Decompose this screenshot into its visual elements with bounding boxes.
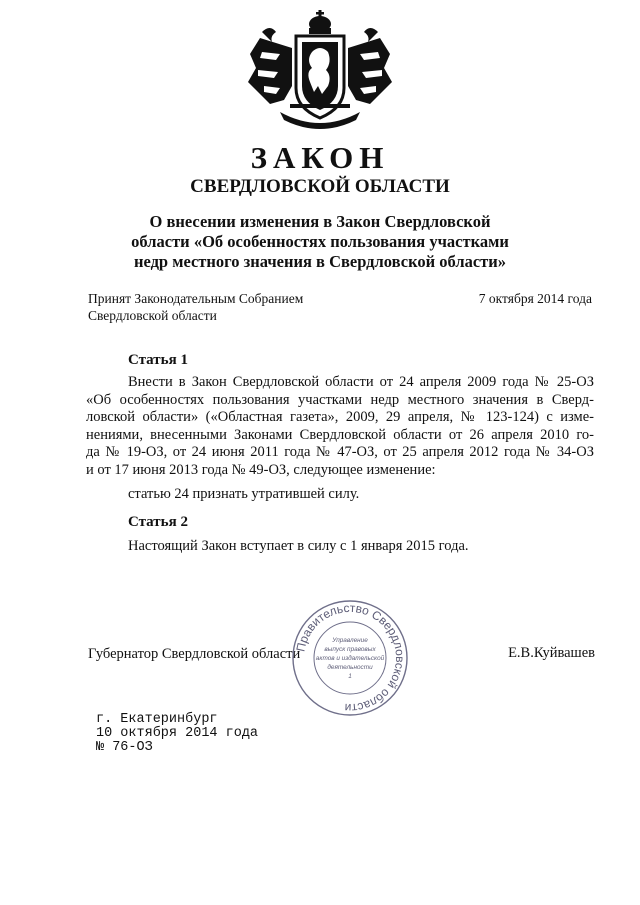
coat-of-arms-icon: [240, 8, 400, 134]
seal-inner-line: деятельности: [327, 664, 373, 671]
seal-inner-line: Управление: [332, 637, 368, 644]
adopted-by-line: Принят Законодательным Собранием: [88, 291, 304, 306]
law-subject-line: недр местного значения в Свердловской области»: [133, 252, 507, 271]
article1-line: да № 19-ОЗ, от 24 июня 2011 года № 47-ОЗ, от 25 апреля 2012 года № 34-ОЗ: [86, 444, 594, 461]
article1-line: Внести в Закон Свердловской области от 24 апреля 2009 года № 25-ОЗ: [128, 374, 594, 390]
article1-title: Статья 1: [128, 352, 188, 368]
governor-title: Губернатор Свердловской области: [88, 646, 301, 662]
official-seal-icon: [290, 598, 410, 718]
seal-inner-line: актов и издательской: [315, 655, 385, 662]
adoption-date: 7 октября 2014 года: [478, 291, 592, 306]
signing-place: г. Екатеринбург: [96, 712, 218, 727]
article1-line: ловской области» («Областная газета», 2009, 29 апреля, № 123-124) с изме-: [86, 409, 594, 426]
adopted-by: [88, 290, 303, 324]
seal-inner-line: 1: [348, 673, 352, 680]
governor-name: Е.В.Куйвашев: [508, 645, 595, 661]
article1-line: нениями, внесенными Законами Свердловской области от 26 апреля 2010 го-: [86, 426, 594, 443]
law-number: № 76-ОЗ: [96, 740, 153, 755]
article1-text: [86, 374, 594, 480]
signing-date: 10 октября 2014 года: [96, 726, 259, 741]
law-title: ЗАКОН: [250, 140, 390, 175]
adopted-by-line: Свердловской области: [88, 308, 217, 323]
article2-text: Настоящий Закон вступает в силу с 1 января 2015 года.: [128, 538, 469, 554]
seal-ring-text: Правительство Свердловской области: [293, 600, 408, 716]
law-subject-line: О внесении изменения в Закон Свердловской: [149, 212, 491, 231]
law-subject: [60, 212, 580, 272]
article1-change: статью 24 признать утратившей силу.: [128, 486, 360, 502]
article2-title: Статья 2: [128, 514, 188, 530]
article1-line: и от 17 июня 2013 года № 49-ОЗ, следующее изменение:: [86, 461, 436, 478]
article1-line: «Об особенностях пользования участками недр местного значения в Сверд-: [86, 391, 594, 408]
law-subject-line: области «Об особенностях пользования участками: [131, 232, 509, 251]
law-region: СВЕРДЛОВСКОЙ ОБЛАСТИ: [190, 176, 450, 197]
seal-inner-line: выпуск правовых: [324, 646, 376, 653]
